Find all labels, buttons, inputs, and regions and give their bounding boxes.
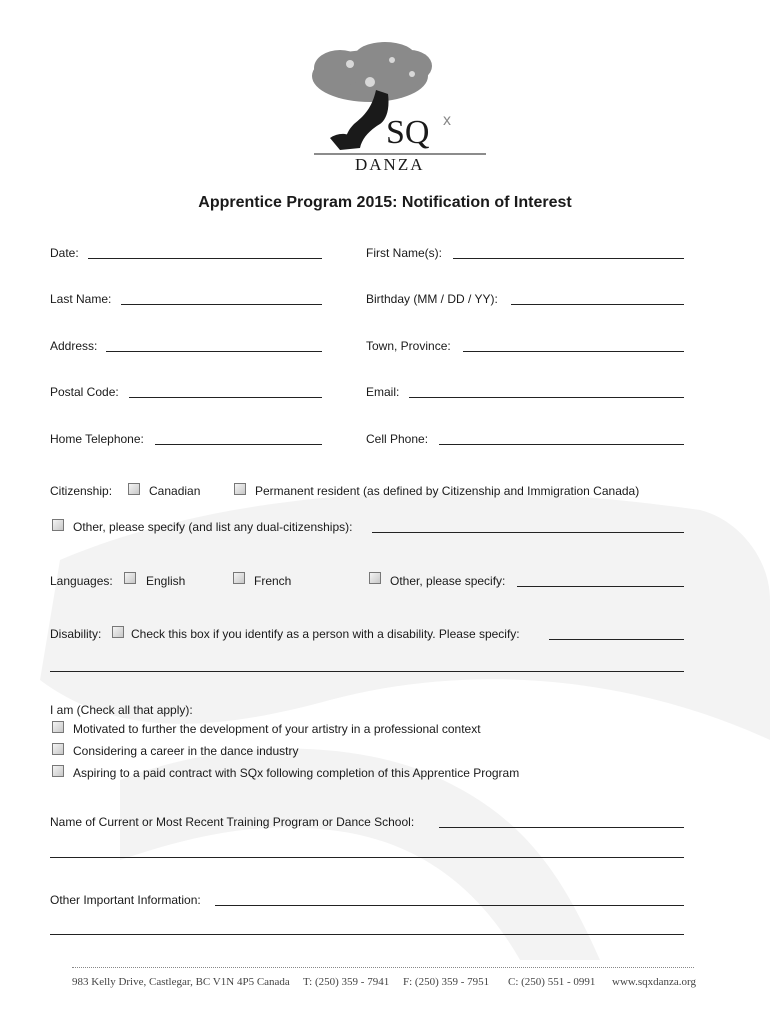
english-label: English — [146, 574, 186, 588]
email-field[interactable] — [409, 397, 684, 398]
iam-checkbox-3[interactable] — [52, 765, 64, 777]
languages-label: Languages: — [50, 574, 113, 588]
home-phone-label: Home Telephone: — [50, 432, 144, 446]
other-citizenship-checkbox[interactable] — [52, 519, 64, 531]
training-field-line-2[interactable] — [50, 857, 684, 858]
postal-label: Postal Code: — [50, 385, 119, 399]
birthday-field[interactable] — [511, 304, 684, 305]
disability-label: Disability: — [50, 627, 102, 641]
other-citizenship-label: Other, please specify (and list any dual-citizenships): — [73, 520, 353, 534]
footer-website: www.sqxdanza.org — [612, 976, 697, 988]
other-info-label: Other Important Information: — [50, 893, 201, 907]
disability-text: Check this box if you identify as a person with a disability. Please specify: — [131, 627, 520, 641]
other-info-field-line-2[interactable] — [50, 934, 684, 935]
permanent-resident-checkbox[interactable] — [234, 483, 246, 495]
birthday-label: Birthday (MM / DD / YY): — [366, 292, 498, 306]
english-checkbox[interactable] — [124, 572, 136, 584]
footer-cell: C: (250) 551 - 0991 — [508, 976, 596, 988]
address-field[interactable] — [106, 351, 322, 352]
iam-option-2: Considering a career in the dance industry — [73, 744, 299, 758]
last-name-label: Last Name: — [50, 292, 112, 306]
date-label: Date: — [50, 246, 79, 260]
french-label: French — [254, 574, 292, 588]
canadian-label: Canadian — [149, 484, 201, 498]
footer-divider — [72, 967, 694, 968]
date-field[interactable] — [88, 258, 322, 259]
other-language-label: Other, please specify: — [390, 574, 506, 588]
town-field[interactable] — [463, 351, 684, 352]
iam-checkbox-2[interactable] — [52, 743, 64, 755]
other-language-checkbox[interactable] — [369, 572, 381, 584]
other-info-field[interactable] — [215, 905, 684, 906]
iam-option-1: Motivated to further the development of your artistry in a professional context — [73, 722, 481, 736]
footer-telephone: T: (250) 359 - 7941 — [303, 976, 390, 988]
iam-option-3: Aspiring to a paid contract with SQx following completion of this Apprentice Program — [73, 766, 520, 780]
disability-checkbox[interactable] — [112, 626, 124, 638]
cell-phone-field[interactable] — [439, 444, 684, 445]
citizenship-label: Citizenship: — [50, 484, 113, 498]
page-title: Apprentice Program 2015: Notification of Interest — [198, 194, 572, 211]
iam-checkbox-1[interactable] — [52, 721, 64, 733]
logo-x: x — [443, 112, 451, 129]
town-label: Town, Province: — [366, 339, 451, 353]
first-name-field[interactable] — [453, 258, 684, 259]
home-phone-field[interactable] — [155, 444, 322, 445]
canadian-checkbox[interactable] — [128, 483, 140, 495]
french-checkbox[interactable] — [233, 572, 245, 584]
first-name-label: First Name(s): — [366, 246, 442, 260]
training-label: Name of Current or Most Recent Training Program or Dance School: — [50, 815, 415, 829]
disability-field-line-2[interactable] — [50, 671, 684, 672]
training-field[interactable] — [439, 827, 684, 828]
logo-sq: SQ — [386, 114, 430, 151]
address-label: Address: — [50, 339, 98, 353]
footer-address: 983 Kelly Drive, Castlegar, BC V1N 4P5 Canada — [72, 976, 290, 988]
permanent-resident-label: Permanent resident (as defined by Citizenship and Immigration Canada) — [255, 484, 640, 498]
iam-label: I am (Check all that apply): — [50, 703, 193, 717]
logo-danza: DANZA — [355, 155, 425, 174]
postal-field[interactable] — [129, 397, 322, 398]
other-citizenship-field[interactable] — [372, 532, 684, 533]
cell-phone-label: Cell Phone: — [366, 432, 429, 446]
disability-field[interactable] — [549, 639, 684, 640]
email-label: Email: — [366, 385, 400, 399]
footer-fax: F: (250) 359 - 7951 — [403, 976, 490, 988]
other-language-field[interactable] — [517, 586, 684, 587]
last-name-field[interactable] — [121, 304, 322, 305]
